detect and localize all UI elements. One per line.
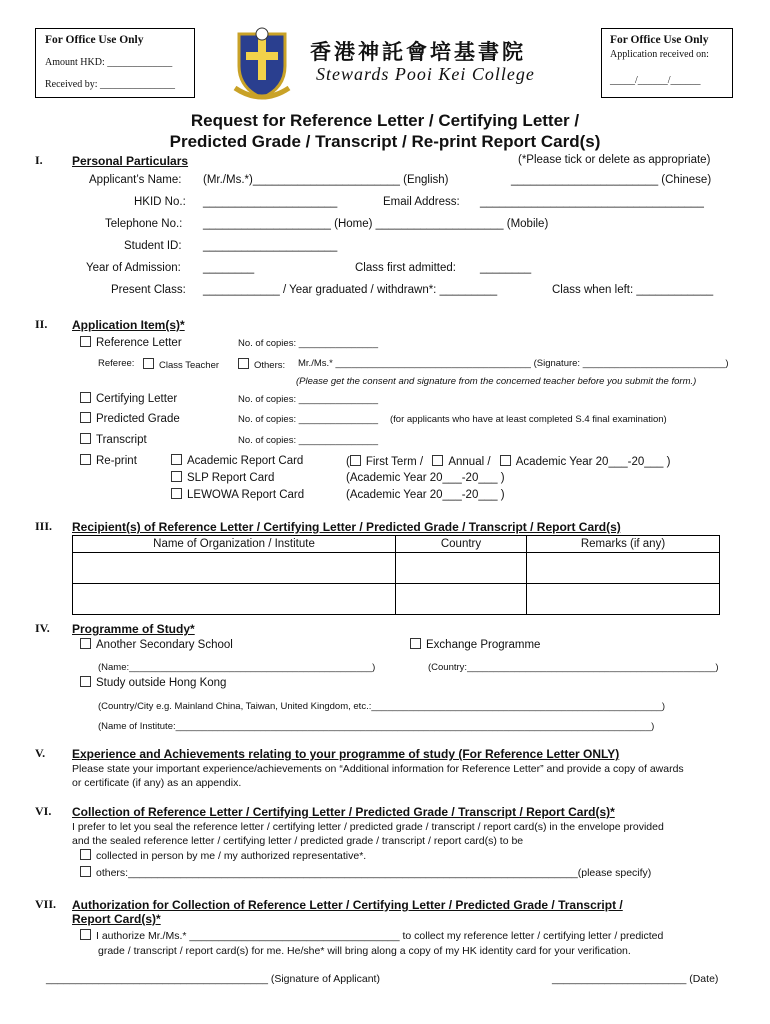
checkbox[interactable]	[410, 638, 421, 649]
checkbox[interactable]	[80, 392, 91, 403]
checkbox[interactable]	[80, 929, 91, 940]
copies-field[interactable]: No. of copies: _______________	[238, 338, 378, 349]
institute-name-field[interactable]: (Name of Institute:__________________________________________________________________________________________)	[98, 721, 655, 732]
office-use-title: For Office Use Only	[45, 34, 144, 46]
reprint-item[interactable]	[80, 454, 137, 467]
collect-others-option[interactable]	[80, 866, 651, 879]
received-on-label: Application received on:	[610, 49, 709, 60]
table-cell[interactable]	[73, 553, 396, 584]
option-label: others:_____________________________________________________________________________(please specify)	[96, 867, 652, 879]
checkbox[interactable]	[500, 455, 511, 466]
open-paren: (	[346, 456, 350, 468]
telephone-label: Telephone No.:	[105, 218, 183, 230]
copies-field[interactable]: No. of copies: _______________	[238, 435, 378, 446]
class-first-label: Class first admitted:	[355, 262, 456, 274]
section-heading: Personal Particulars	[72, 154, 189, 168]
predicted-grade-item[interactable]	[80, 412, 180, 425]
table-row	[73, 553, 720, 584]
item-label: Re-print	[96, 455, 137, 467]
reference-letter-item[interactable]	[80, 336, 182, 349]
checkbox[interactable]	[80, 412, 91, 423]
applicant-name-chinese-field[interactable]: _______________________ (Chinese)	[511, 174, 712, 186]
column-header: Name of Organization / Institute	[73, 536, 396, 553]
consent-note: (Please get the consent and signature from the concerned teacher before you submit the form.)	[296, 376, 697, 387]
form-title-line1: Request for Reference Letter / Certifying Letter /	[190, 111, 580, 130]
received-date-field[interactable]: _____/______/______	[610, 75, 701, 86]
authorize-text: I authorize Mr./Ms.* ____________________________________ to collect my reference letter / certifying letter / predicted	[96, 930, 664, 942]
table-cell[interactable]	[527, 584, 720, 615]
school-crest-logo	[231, 26, 293, 102]
checkbox[interactable]	[238, 358, 249, 369]
authorize-option[interactable]	[80, 929, 663, 942]
class-first-field[interactable]: ________	[480, 262, 532, 274]
received-by-field[interactable]: Received by: _______________	[45, 79, 175, 90]
collect-in-person-option[interactable]	[80, 849, 366, 862]
option-label: collected in person by me / my authorized representative*.	[96, 850, 367, 862]
section-number: IV.	[35, 621, 50, 635]
section-number: VII.	[35, 897, 57, 911]
option-label: Exchange Programme	[426, 639, 541, 651]
item-label: Transcript	[96, 434, 147, 446]
item-label: Predicted Grade	[96, 413, 180, 425]
checkbox[interactable]	[171, 471, 182, 482]
copies-field[interactable]: No. of copies: _______________	[238, 414, 378, 425]
predicted-grade-note: (for applicants who have at least completed S.4 final examination)	[390, 414, 667, 425]
email-label: Email Address:	[383, 196, 460, 208]
section-heading: Collection of Reference Letter / Certifying Letter / Predicted Grade / Transcript / Report Card(s)*	[72, 805, 615, 819]
hkid-field[interactable]: _____________________	[203, 196, 338, 208]
telephone-field[interactable]: ____________________ (Home) ____________________ (Mobile)	[203, 218, 549, 230]
academic-year-field[interactable]: Academic Year 20___-20___ )	[515, 456, 671, 468]
option-label: LEWOWA Report Card	[187, 489, 305, 501]
lewowa-academic-year-field[interactable]: (Academic Year 20___-20___ )	[346, 489, 505, 501]
applicant-name-english-field[interactable]: (Mr./Ms.*)_______________________ (English)	[203, 174, 449, 186]
school-name-chinese: 香港神託會培基書院	[310, 40, 526, 64]
table-cell[interactable]	[396, 553, 527, 584]
present-class-field[interactable]: ____________ / Year graduated / withdrawn*: _________	[203, 284, 498, 296]
lewowa-report-option[interactable]	[171, 488, 304, 501]
column-header: Country	[396, 536, 527, 553]
section-heading: Report Card(s)*	[72, 912, 161, 926]
checkbox[interactable]	[350, 455, 361, 466]
student-id-label: Student ID:	[124, 240, 182, 252]
year-admission-field[interactable]: ________	[203, 262, 255, 274]
applicant-signature-field[interactable]: ______________________________________ (Signature of Applicant)	[46, 973, 380, 985]
academic-report-option[interactable]	[171, 454, 303, 467]
office-use-box-right	[601, 28, 733, 98]
applicant-name-label: Applicant’s Name:	[89, 174, 182, 186]
first-term-label: First Term /	[365, 456, 424, 468]
collection-instruction: and the sealed reference letter / certifying letter / predicted grade / transcript / report card(s) to be	[72, 835, 524, 847]
school-name-field[interactable]: (Name:______________________________________________)	[98, 662, 376, 673]
date-field[interactable]: _______________________ (Date)	[552, 973, 719, 985]
table-cell[interactable]	[73, 584, 396, 615]
school-name-english: Stewards Pooi Kei College	[316, 64, 535, 84]
form-title-line2: Predicted Grade / Transcript / Re-print Report Card(s)	[169, 132, 601, 151]
section-heading: Experience and Achievements relating to your programme of study (For Reference Letter ONLY)	[72, 747, 620, 761]
checkbox[interactable]	[143, 358, 154, 369]
office-use-title: For Office Use Only	[610, 34, 709, 46]
section-number: I.	[35, 153, 43, 167]
academic-term-row	[346, 455, 670, 468]
checkbox[interactable]	[80, 638, 91, 649]
section-heading: Recipient(s) of Reference Letter / Certifying Letter / Predicted Grade / Transcript / Report Card(s)	[72, 520, 621, 534]
email-field[interactable]: ___________________________________	[480, 196, 704, 208]
checkbox[interactable]	[432, 455, 443, 466]
class-left-field[interactable]: Class when left: ____________	[552, 284, 714, 296]
slp-report-option[interactable]	[171, 471, 274, 484]
checkbox[interactable]	[80, 336, 91, 347]
checkbox[interactable]	[80, 866, 91, 877]
authorize-text-line2: grade / transcript / report card(s) for me. He/she* will bring along a copy of my HK identity card for your verification.	[98, 945, 631, 957]
checkbox[interactable]	[80, 849, 91, 860]
outside-hk-option[interactable]	[80, 676, 226, 689]
country-city-field[interactable]: (Country/City e.g. Mainland China, Taiwan, United Kingdom, etc.:_______________________________________________________)	[98, 701, 666, 712]
copies-field[interactable]: No. of copies: _______________	[238, 394, 378, 405]
table-cell[interactable]	[527, 553, 720, 584]
exchange-option[interactable]	[410, 638, 540, 651]
experience-instruction: Please state your important experience/achievements on “Additional information for Reference Letter” and provide a copy of awards	[72, 763, 684, 775]
certifying-letter-item[interactable]	[80, 392, 177, 405]
others-referee-field[interactable]: Mr./Ms.* _____________________________________ (Signature: ___________________________)	[298, 358, 729, 369]
section-number: V.	[35, 746, 46, 760]
option-label: SLP Report Card	[187, 472, 275, 484]
section-heading: Application Item(s)*	[72, 318, 185, 332]
checkbox[interactable]	[171, 488, 182, 499]
another-school-option[interactable]	[80, 638, 233, 651]
hkid-label: HKID No.:	[134, 196, 186, 208]
option-label: Another Secondary School	[96, 639, 233, 651]
option-label: Others:	[254, 360, 286, 371]
referee-label: Referee:	[98, 358, 135, 369]
year-admission-label: Year of Admission:	[86, 262, 181, 274]
option-label: Study outside Hong Kong	[96, 677, 227, 689]
table-cell[interactable]	[396, 584, 527, 615]
section-heading: Authorization for Collection of Reference Letter / Certifying Letter / Predicted Grade / Transcript /	[72, 898, 623, 912]
checkbox[interactable]	[80, 454, 91, 465]
checkbox[interactable]	[80, 676, 91, 687]
exchange-country-field[interactable]: (Country:_______________________________________________)	[428, 662, 719, 673]
table-row	[73, 584, 720, 615]
present-class-label: Present Class:	[111, 284, 186, 296]
checkbox[interactable]	[171, 454, 182, 465]
office-use-box-left	[35, 28, 195, 98]
checkbox[interactable]	[80, 433, 91, 444]
section-number: VI.	[35, 804, 52, 818]
transcript-item[interactable]	[80, 433, 147, 446]
student-id-field[interactable]: _____________________	[203, 240, 338, 252]
annual-label: Annual /	[448, 456, 491, 468]
slp-academic-year-field[interactable]: (Academic Year 20___-20___ )	[346, 472, 505, 484]
option-label: Class Teacher	[159, 360, 220, 371]
tick-note: (*Please tick or delete as appropriate)	[518, 154, 711, 166]
experience-instruction: or certificate (if any) as an appendix.	[72, 777, 242, 789]
collection-instruction: I prefer to let you seal the reference letter / certifying letter / predicted grade / transcript / report card(s) in the envelope provided	[72, 821, 664, 833]
option-label: Academic Report Card	[187, 455, 304, 467]
amount-field[interactable]: Amount HKD: _____________	[45, 57, 173, 68]
section-heading: Programme of Study*	[72, 622, 195, 636]
item-label: Reference Letter	[96, 337, 182, 349]
class-teacher-option[interactable]	[143, 358, 219, 371]
item-label: Certifying Letter	[96, 393, 178, 405]
others-option[interactable]	[238, 358, 285, 371]
section-number: III.	[35, 519, 53, 533]
recipient-table	[72, 535, 720, 615]
column-header: Remarks (if any)	[527, 536, 720, 553]
section-number: II.	[35, 317, 48, 331]
